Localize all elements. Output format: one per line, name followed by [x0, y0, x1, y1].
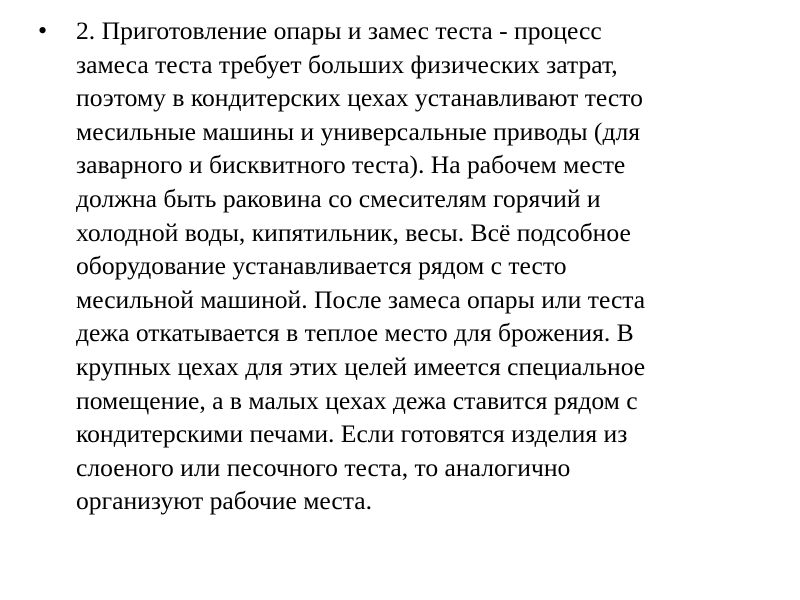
text-line: крупных цехах для этих целей имеется специальное: [76, 351, 646, 381]
text-line: 2. Приготовление опары и замес теста - процесс: [76, 16, 602, 45]
text-line: должна быть раковина со смесителям горячий и: [76, 183, 601, 213]
text-line: помещение, а в малых цехах дежа ставится рядом с: [76, 385, 638, 415]
paragraph-text: [76, 14, 778, 518]
bullet-list: [38, 14, 778, 518]
text-line: кондитерскими печами. Если готовятся изделия из: [76, 419, 628, 449]
text-line: холодной воды, кипятильник, весы. Всё подсобное: [76, 217, 631, 247]
text-line: месильные машины и универсальные приводы (для: [76, 116, 641, 146]
text-line: оборудование устанавливается рядом с тесто: [76, 251, 567, 281]
bullet-dot-icon: •: [38, 16, 48, 45]
text-line: заварного и бисквитного теста). На рабочем месте: [76, 150, 626, 180]
text-line: замеса теста требует больших физических затрат,: [76, 49, 618, 79]
text-line: дежа откатывается в теплое место для брожения. В: [76, 318, 634, 348]
text-line: организуют рабочие места.: [76, 486, 373, 516]
text-line: слоеного или песочного теста, то аналогично: [76, 452, 571, 482]
bullet-item: [38, 14, 778, 518]
text-line: месильной машиной. После замеса опары или теста: [76, 284, 646, 314]
text-line: поэтому в кондитерских цехах устанавливают тесто: [76, 83, 643, 113]
